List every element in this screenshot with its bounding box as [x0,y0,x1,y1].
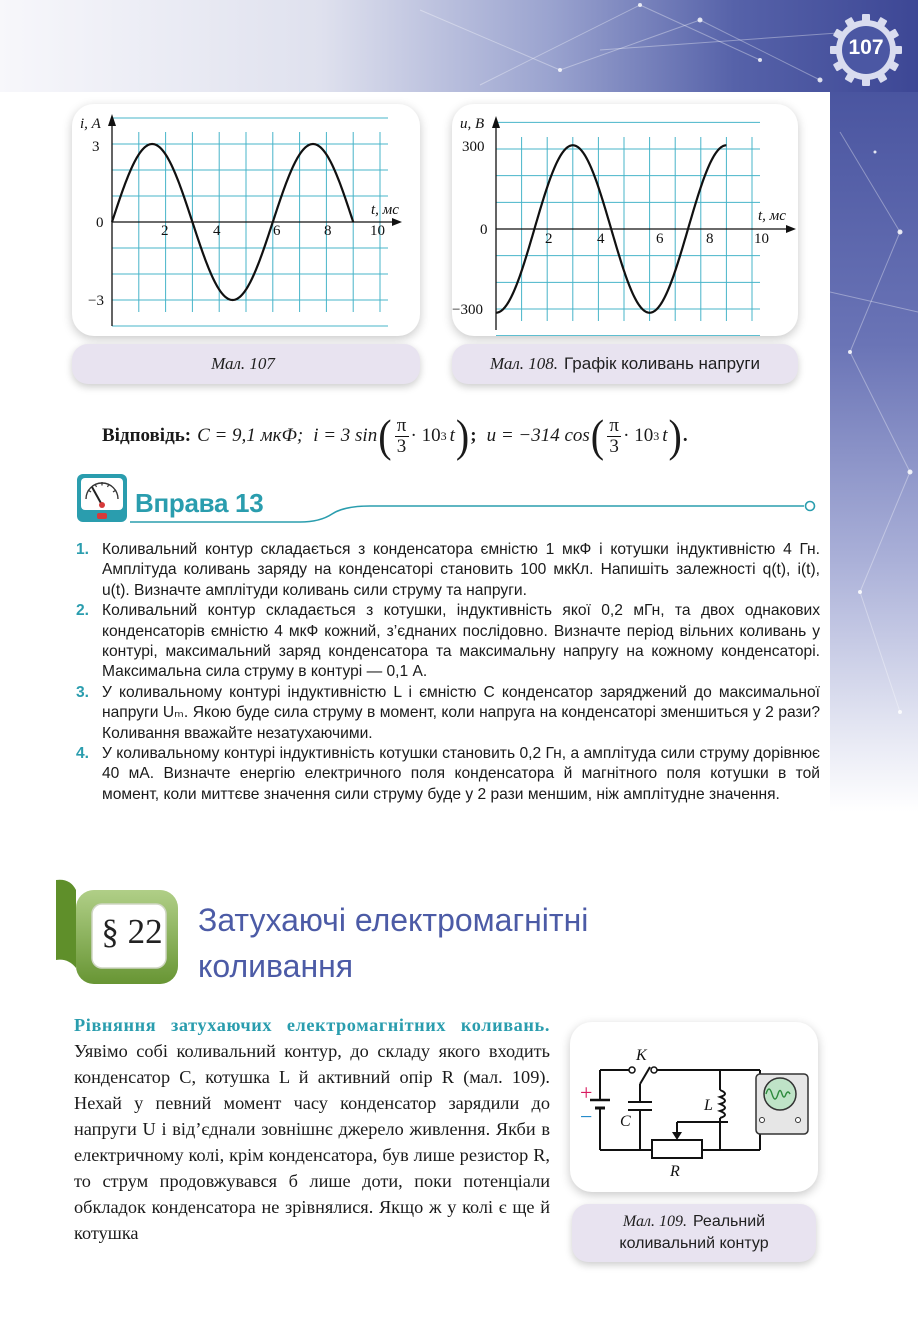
paren-close: ) [668,409,682,462]
y-tick: −3 [88,293,104,309]
end-dot: . [682,425,688,446]
separator: ; [470,425,477,446]
y-axis-label: i, А [80,116,101,132]
time-var: t [662,425,668,446]
figure-109-caption [572,1204,816,1262]
x-tick: 8 [706,231,714,247]
caption-number: Мал. 107 [211,354,275,373]
circuit-diagram [570,1022,818,1192]
exponent: 3 [440,428,447,443]
x-tick: 6 [273,223,281,239]
caption-number: Мал. 108. [489,354,559,373]
pi-over-three: $\frac{\pi}{3}$ [607,416,621,457]
multiplier: · 10 [410,425,441,446]
item-text: Коливальний контур складається з котушки, індуктивність якої 0,2 мГн, та двох однакових конденсаторів ємністю 4 мкФ кожний, з’єднаних послідовно. Визначте період вільних коливань у контурі, максимальний заряд конденсатора та максимальну напругу на кожному конденсаторі. Максимальна сила струму в контурі — 0,1 А. [102,602,820,681]
x-axis-label: t, мс [758,208,786,224]
plus-label: + [580,1080,593,1105]
capacitor-label: C [620,1113,631,1130]
caption-text: Реальний [692,1213,766,1230]
y-tick: −300 [452,302,483,318]
item-text: У коливальному контурі індуктивність котушки становить 0,2 Гн, а амплітуда сили струму дорівнює 40 мА. Визначте енергію електричного поля конденсатора й магнітного поля котушки в той момент, коли миттєве значення сили струму буде у 2 рази меншим, ніж амплітудне значення. [102,745,820,803]
x-tick: 4 [597,231,605,247]
paragraph-lead: Рівняння затухаючих електромагнітних коливань. [74,1015,550,1035]
figure-108-caption [452,344,798,384]
switch-label: K [636,1047,647,1064]
x-tick: 8 [324,223,332,239]
resistor-label: R [670,1163,680,1180]
figure-108-card [452,104,798,336]
item-text: У коливальному контурі індуктивністю L і ємністю C конденсатор заряджений до максимальної напруги Uₘ. Якою буде сила струму в момент, коли напруга на конденсаторі зменшиться у 2 рази? Коливання вважайте незатухаючими. [102,683,820,742]
answer-label: Відповідь: [102,425,192,446]
paragraph-text: Уявімо собі коливальний контур, до складу якого входить конденсатор C, котушка L й активний опір R (мал. 109). Нехай у певний момент часу конденсатор зарядили до напруги U і від’єднали зовнішнє джерело живлення. Якби в електричному колі, крім конденсатора, був лише резистор R, то струм продовжувався б лише доти, поки потенціали обкладок конденсатора не зрівнялися. Якщо ж у колі є ще й котушка [74,1041,550,1243]
gauge-icon [76,473,128,523]
list-item [76,744,820,805]
y-tick: 300 [462,139,485,155]
item-number: 2. [76,602,90,620]
header-background [0,0,918,92]
x-tick: 10 [370,223,385,239]
caption-text: коливальний контур [619,1235,769,1252]
answer-capacitance: C = 9,1 мкФ; [197,425,304,446]
section-number: § 22 [101,912,163,951]
figure-107-card [72,104,420,336]
y-axis-label: u, В [460,116,485,132]
pi-over-three: $\frac{\pi}{3}$ [395,416,409,457]
answer-current-eq: i = 3 sin [313,425,378,446]
time-var: t [449,425,455,446]
y-axis-arrow-icon [108,114,116,126]
caption-text: Графік коливань напруги [564,354,761,373]
network-pattern [0,0,918,92]
section-title-line: Затухаючі електромагнітні [198,902,589,938]
x-axis-arrow-icon [786,225,796,233]
body-paragraph [74,1012,550,1246]
page-number: 107 [848,36,884,59]
x-tick: 2 [545,231,553,247]
list-item [76,601,820,683]
network-pattern-side [830,92,918,812]
list-item [76,683,820,744]
caption-number: Мал. 109. [622,1213,687,1230]
section-title-line: коливання [198,948,354,984]
y-tick: 0 [96,215,104,231]
y-tick: 3 [92,139,100,155]
x-tick: 2 [161,223,169,239]
inductor-label: L [704,1097,713,1114]
item-text: Коливальний контур складається з конденсатора ємністю 1 мкФ і котушки індуктивністю 4 Гн. Амплітуда коливань заряду на конденсаторі становить 100 мкКл. Напишіть залежності q(t), i(t), u(t). Визначте амплітуди коливань сили струму та напруги. [102,541,820,599]
x-tick: 4 [213,223,221,239]
item-number: 4. [76,745,90,763]
figure-107-graph [72,104,420,336]
y-tick: 0 [480,222,488,238]
exercise-list [76,540,820,805]
exercise-title: Вправа 13 [135,488,264,518]
figure-108-graph [452,104,798,336]
x-axis-arrow-icon [392,218,402,226]
paren-open: ( [590,409,605,462]
x-axis-label: t, мс [371,202,399,218]
answer-formula [102,409,688,462]
x-tick: 10 [754,231,769,247]
item-number: 1. [76,541,90,558]
multiplier: · 10 [623,425,654,446]
x-tick: 6 [656,231,664,247]
figure-109-card [570,1022,818,1192]
figure-107-caption [72,344,420,384]
paren-open: ( [378,409,392,462]
item-number: 3. [76,683,90,701]
minus-label: − [580,1104,593,1129]
section-title [198,897,758,989]
answer-voltage-eq: u = −314 cos [486,425,590,446]
side-background [830,92,918,812]
list-item [76,540,820,601]
paren-close: ) [455,409,470,462]
exponent: 3 [653,428,660,443]
